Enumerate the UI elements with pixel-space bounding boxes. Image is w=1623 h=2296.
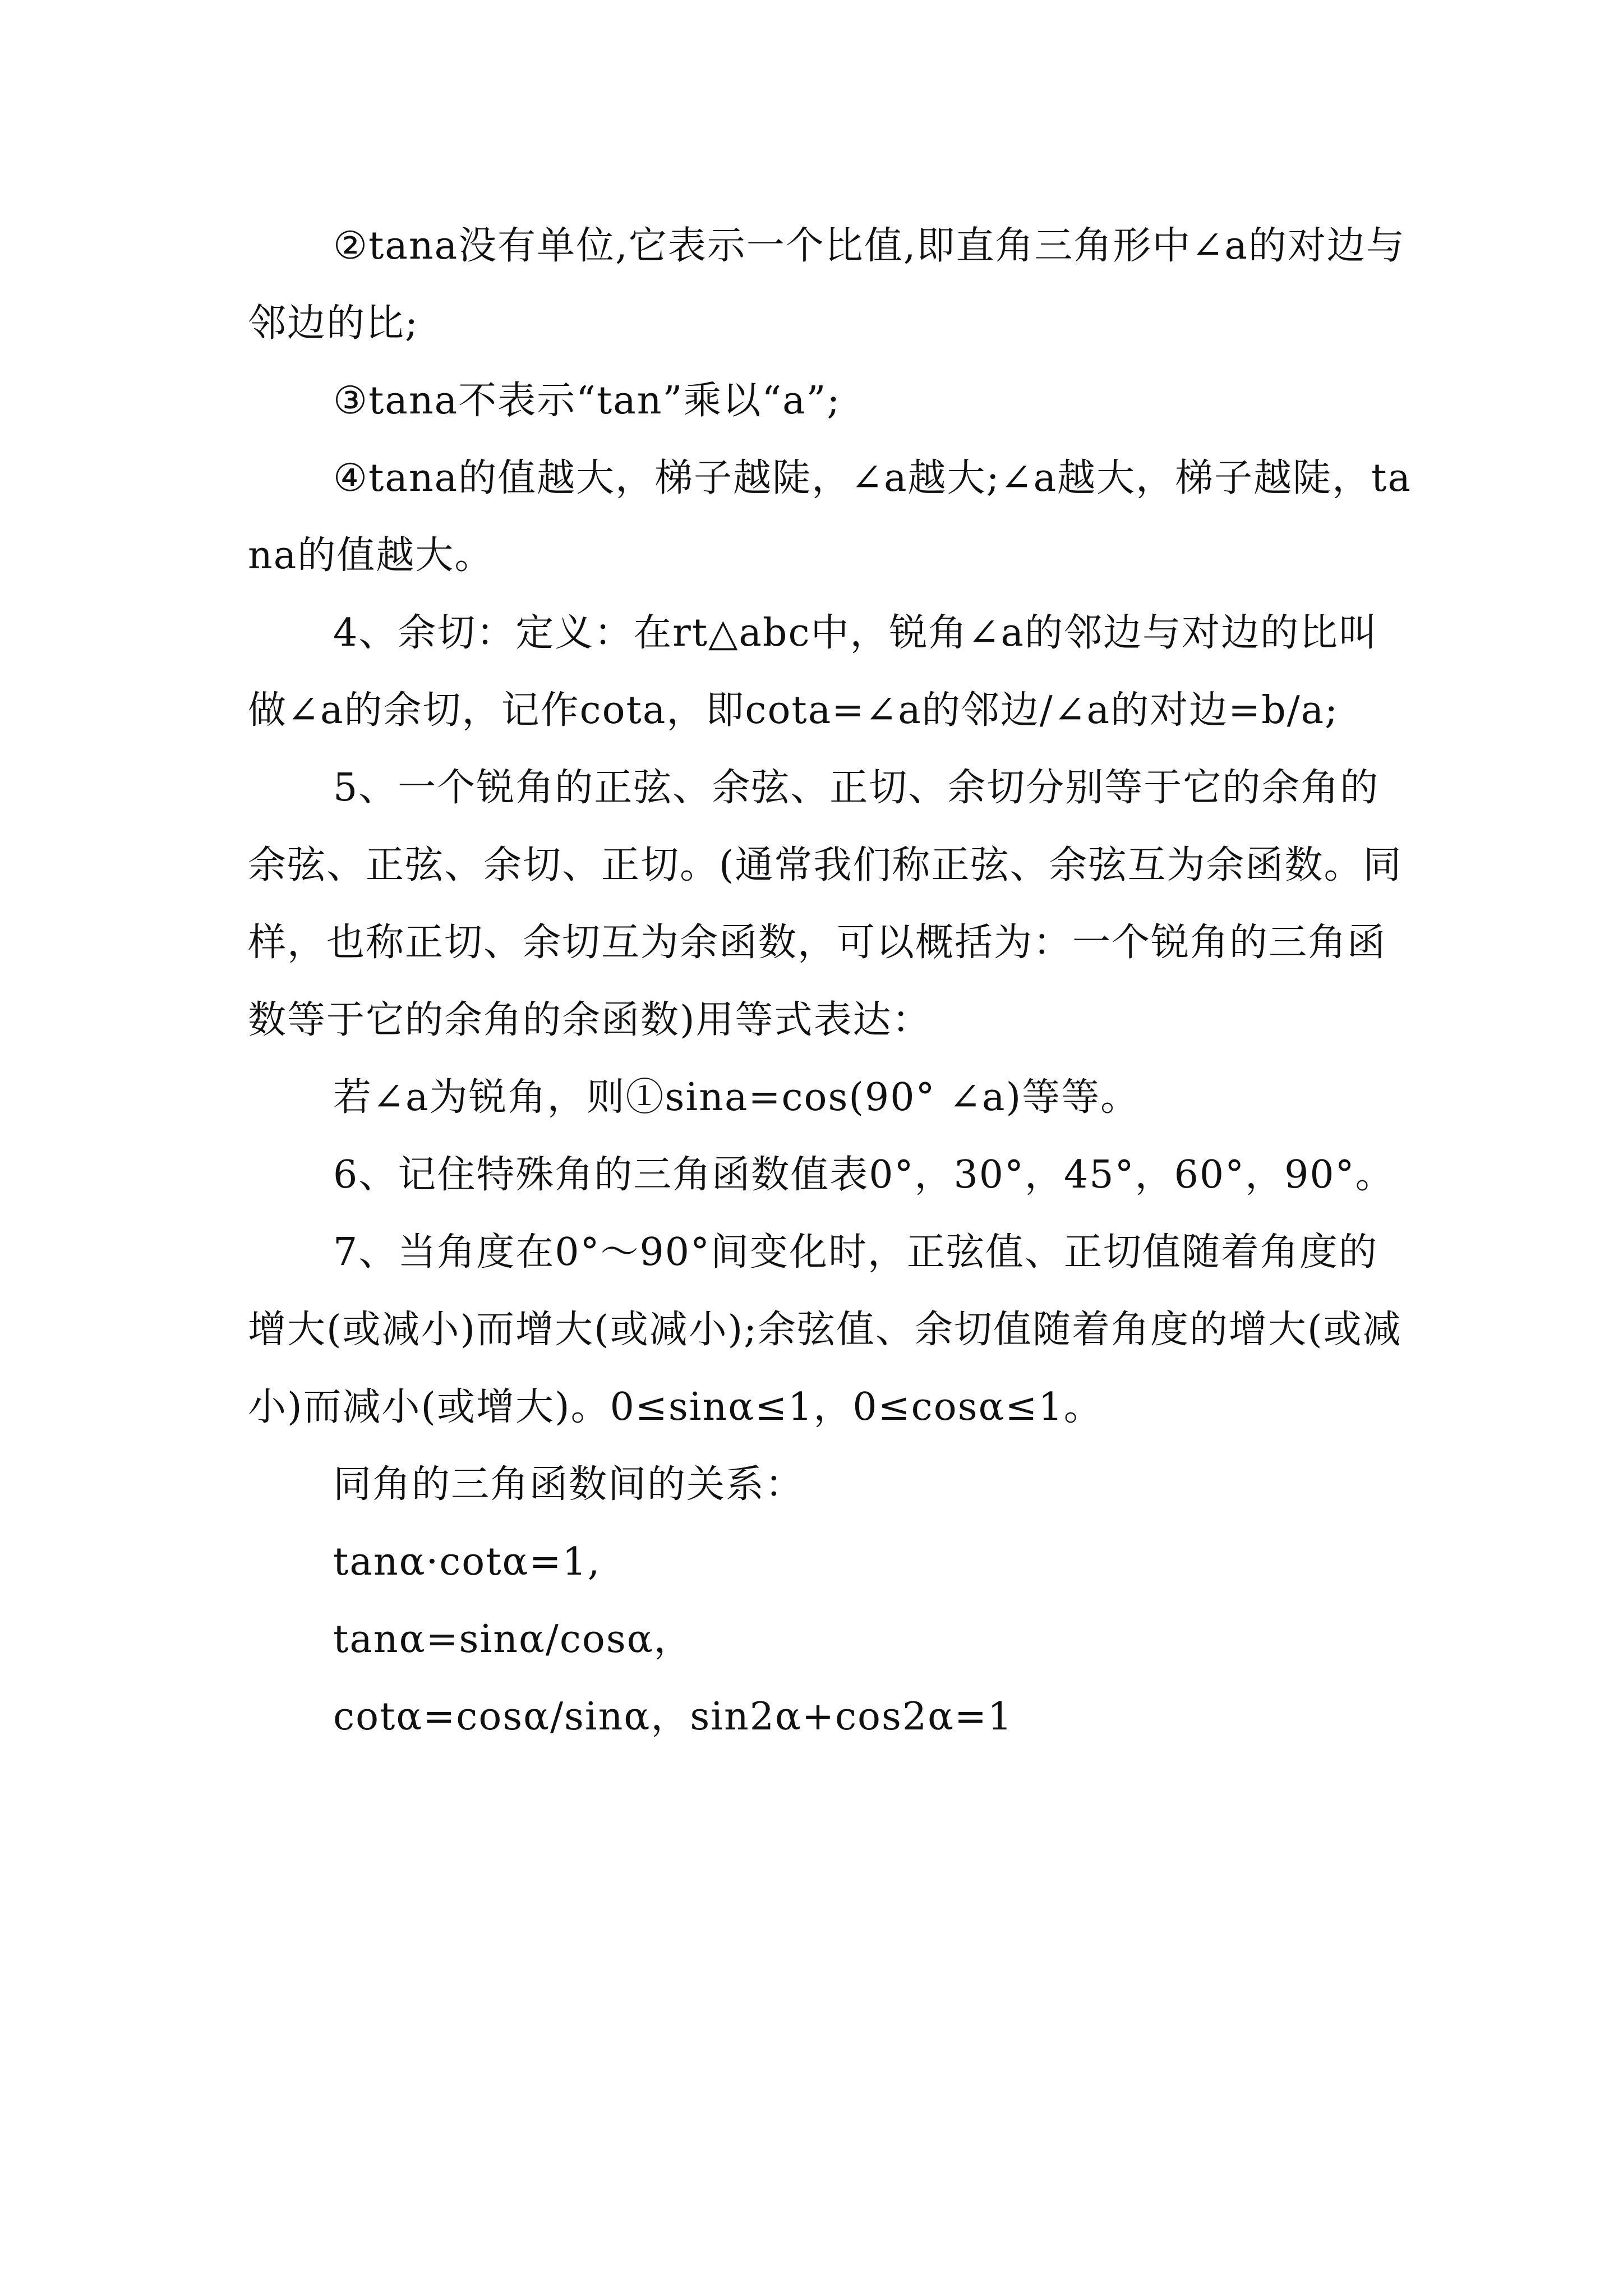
paragraph-tan-steepness: ④tana的值越大，梯子越陡，∠a越大;∠a越大，梯子越陡，tana的值越大。	[248, 456, 1412, 578]
formula-cot-quotient-pythagorean: cotα=cosα/sinα，sin2α+cos2α=1	[333, 1695, 1013, 1739]
paragraph-tan-unit: ②tana没有单位,它表示一个比值,即直角三角形中∠a的对边与邻边的比;	[248, 224, 1405, 346]
paragraph-tan-not-product: ③tana不表示“tan”乘以“a”;	[333, 379, 841, 423]
paragraph-cofunction: 5、一个锐角的正弦、余弦、正切、余切分别等于它的余角的余弦、正弦、余切、正切。(通常我们称正弦、余弦互为余函数。同样，也称正切、余切互为余函数，可以概括为：一个锐角的三角函数等于它的余角的余函数)用等式表达：	[248, 766, 1403, 1042]
body-text	[248, 208, 1414, 1756]
paragraph-cofunction-example: 若∠a为锐角，则①sina=cos(90° ∠a)等等。	[333, 1075, 1140, 1120]
formula-tan-quotient: tanα=sinα/cosα，	[333, 1617, 693, 1662]
paragraph-monotonicity: 7、当角度在0°～90°间变化时，正弦值、正切值随着角度的增大(或减小)而增大(或减小);余弦值、余切值随着角度的增大(或减小)而减小(或增大)。0≤sinα≤1，0≤cosα≤1。	[248, 1230, 1402, 1429]
paragraph-cotangent-definition: 4、余切：定义：在rt△abc中，锐角∠a的邻边与对边的比叫做∠a的余切，记作cota，即cota=∠a的邻边/∠a的对边=b/a;	[248, 611, 1378, 733]
paragraph-special-angles: 6、记住特殊角的三角函数值表0°，30°，45°，60°，90°。	[333, 1153, 1395, 1197]
formula-tan-cot-product: tanα·cotα=1,	[333, 1540, 601, 1584]
paragraph-same-angle-relations: 同角的三角函数间的关系：	[333, 1462, 805, 1507]
